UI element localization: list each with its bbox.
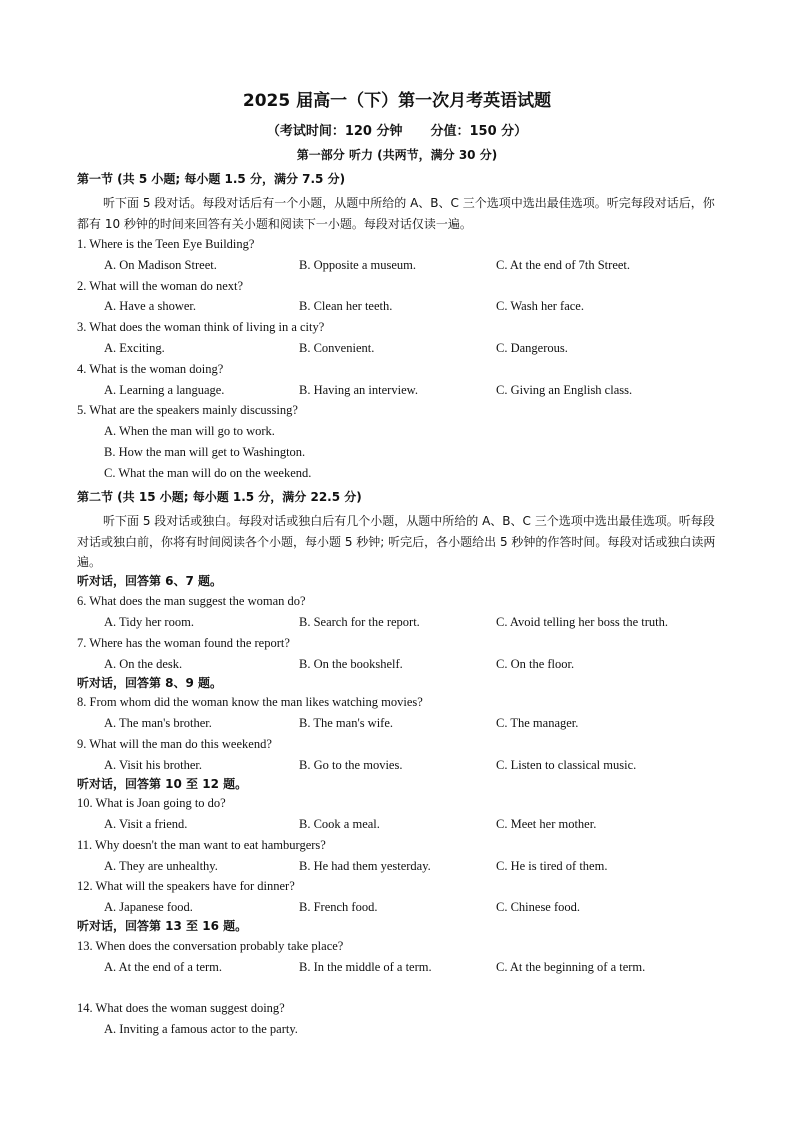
exam-title: 2025 届高一（下）第一次月考英语试题 — [242, 91, 552, 111]
option-c: C. Dangerous. — [496, 341, 568, 355]
option-b: B. On the bookshelf. — [299, 657, 403, 671]
option-a: A. Have a shower. — [104, 299, 196, 313]
question-6-stem: 6. What does the man suggest the woman do? — [77, 594, 306, 608]
question-7-stem: 7. Where has the woman found the report? — [77, 636, 290, 650]
group-label-13-16: 听对话，回答第 13 至 16 题。 — [77, 919, 248, 933]
option-c: C. Giving an English class. — [496, 383, 633, 397]
exam-subtitle — [0, 120, 794, 139]
section-two-heading: 第二节 (共 15 小题; 每小题 1.5 分，满分 22.5 分) — [77, 490, 362, 504]
question-2-stem: 2. What will the woman do next? — [77, 279, 244, 293]
option-c: C. Avoid telling her boss the truth. — [496, 615, 668, 629]
option-a: A. At the end of a term. — [104, 960, 223, 974]
question-4-options — [0, 382, 794, 398]
question-10-options — [0, 816, 794, 832]
question-5-option-b: B. How the man will get to Washington. — [104, 445, 306, 459]
group-label-6-7: 听对话，回答第 6、7 题。 — [77, 574, 223, 588]
group-label-8-9: 听对话，回答第 8、9 题。 — [77, 676, 223, 690]
question-13-stem: 13. When does the conversation probably take place? — [77, 939, 344, 953]
option-b: B. French food. — [299, 900, 378, 914]
option-a: A. Tidy her room. — [104, 615, 194, 629]
option-b: B. He had them yesterday. — [299, 859, 431, 873]
question-9-options — [0, 757, 794, 773]
option-c: C. At the end of 7th Street. — [496, 258, 631, 272]
question-10-stem: 10. What is Joan going to do? — [77, 796, 226, 810]
option-c: C. He is tired of them. — [496, 859, 608, 873]
question-11-stem: 11. Why doesn't the man want to eat hamburgers? — [77, 838, 326, 852]
question-3-stem: 3. What does the woman think of living in a city? — [77, 320, 325, 334]
option-a: A. Japanese food. — [104, 900, 193, 914]
question-5-option-a: A. When the man will go to work. — [104, 424, 275, 438]
section-one-instructions: 听下面 5 段对话。每段对话后有一个小题，从题中所给的 A、B、C 三个选项中选出最佳选项。听完每段对话后，你都有 10 秒钟的时间来回答有关小题和阅读下一小题。每段对话仅读一遍。 — [77, 196, 715, 231]
option-a: A. Learning a language. — [104, 383, 225, 397]
option-a: A. Visit his brother. — [104, 758, 202, 772]
option-c: C. The manager. — [496, 716, 579, 730]
question-8-options — [0, 715, 794, 731]
option-a: A. The man's brother. — [104, 716, 212, 730]
option-a: A. Exciting. — [104, 341, 165, 355]
exam-score: 分值：150 分） — [430, 124, 528, 139]
option-a: A. On the desk. — [104, 657, 183, 671]
section-two-instructions: 听下面 5 段对话或独白。每段对话或独白后有几个小题，从题中所给的 A、B、C 三个选项中选出最佳选项。听每段对话或独白前，你将有时间阅读各个小题，每小题 5 秒钟; 听完后，各小题给出 5 秒钟的作答时间。每段对话或独白读两遍。 — [77, 514, 716, 569]
option-c: C. On the floor. — [496, 657, 575, 671]
question-14-stem: 14. What does the woman suggest doing? — [77, 1001, 285, 1015]
option-b: B. Convenient. — [299, 341, 375, 355]
question-11-options — [0, 858, 794, 874]
question-6-options — [0, 614, 794, 630]
option-b: B. The man's wife. — [299, 716, 394, 730]
option-a: A. Visit a friend. — [104, 817, 188, 831]
option-c: C. Wash her face. — [496, 299, 584, 313]
group-label-10-12: 听对话，回答第 10 至 12 题。 — [77, 777, 248, 791]
question-8-stem: 8. From whom did the woman know the man likes watching movies? — [77, 695, 423, 709]
option-a: A. They are unhealthy. — [104, 859, 218, 873]
option-c: C. Listen to classical music. — [496, 758, 637, 772]
option-b: B. In the middle of a term. — [299, 960, 432, 974]
question-13-options — [0, 959, 794, 975]
section-one-heading: 第一节 (共 5 小题; 每小题 1.5 分，满分 7.5 分) — [77, 172, 346, 186]
question-3-options — [0, 340, 794, 356]
question-5-stem: 5. What are the speakers mainly discussing? — [77, 403, 298, 417]
question-12-stem: 12. What will the speakers have for dinner? — [77, 879, 295, 893]
question-12-options — [0, 899, 794, 915]
option-b: B. Search for the report. — [299, 615, 420, 629]
question-14-option-a: A. Inviting a famous actor to the party. — [104, 1022, 298, 1036]
option-c: C. At the beginning of a term. — [496, 960, 646, 974]
question-5-option-c: C. What the man will do on the weekend. — [104, 466, 312, 480]
exam-time: （考试时间：120 分钟 — [266, 124, 403, 139]
option-b: B. Opposite a museum. — [299, 258, 417, 272]
option-c: C. Meet her mother. — [496, 817, 597, 831]
question-1-options — [0, 257, 794, 273]
option-b: B. Go to the movies. — [299, 758, 403, 772]
question-2-options — [0, 298, 794, 314]
question-1-stem: 1. Where is the Teen Eye Building? — [77, 237, 255, 251]
question-4-stem: 4. What is the woman doing? — [77, 362, 224, 376]
option-b: B. Clean her teeth. — [299, 299, 393, 313]
option-c: C. Chinese food. — [496, 900, 581, 914]
option-b: B. Having an interview. — [299, 383, 418, 397]
question-9-stem: 9. What will the man do this weekend? — [77, 737, 272, 751]
question-7-options — [0, 656, 794, 672]
option-a: A. On Madison Street. — [104, 258, 217, 272]
option-b: B. Cook a meal. — [299, 817, 380, 831]
part-one-heading: 第一部分 听力 (共两节，满分 30 分) — [296, 148, 498, 162]
